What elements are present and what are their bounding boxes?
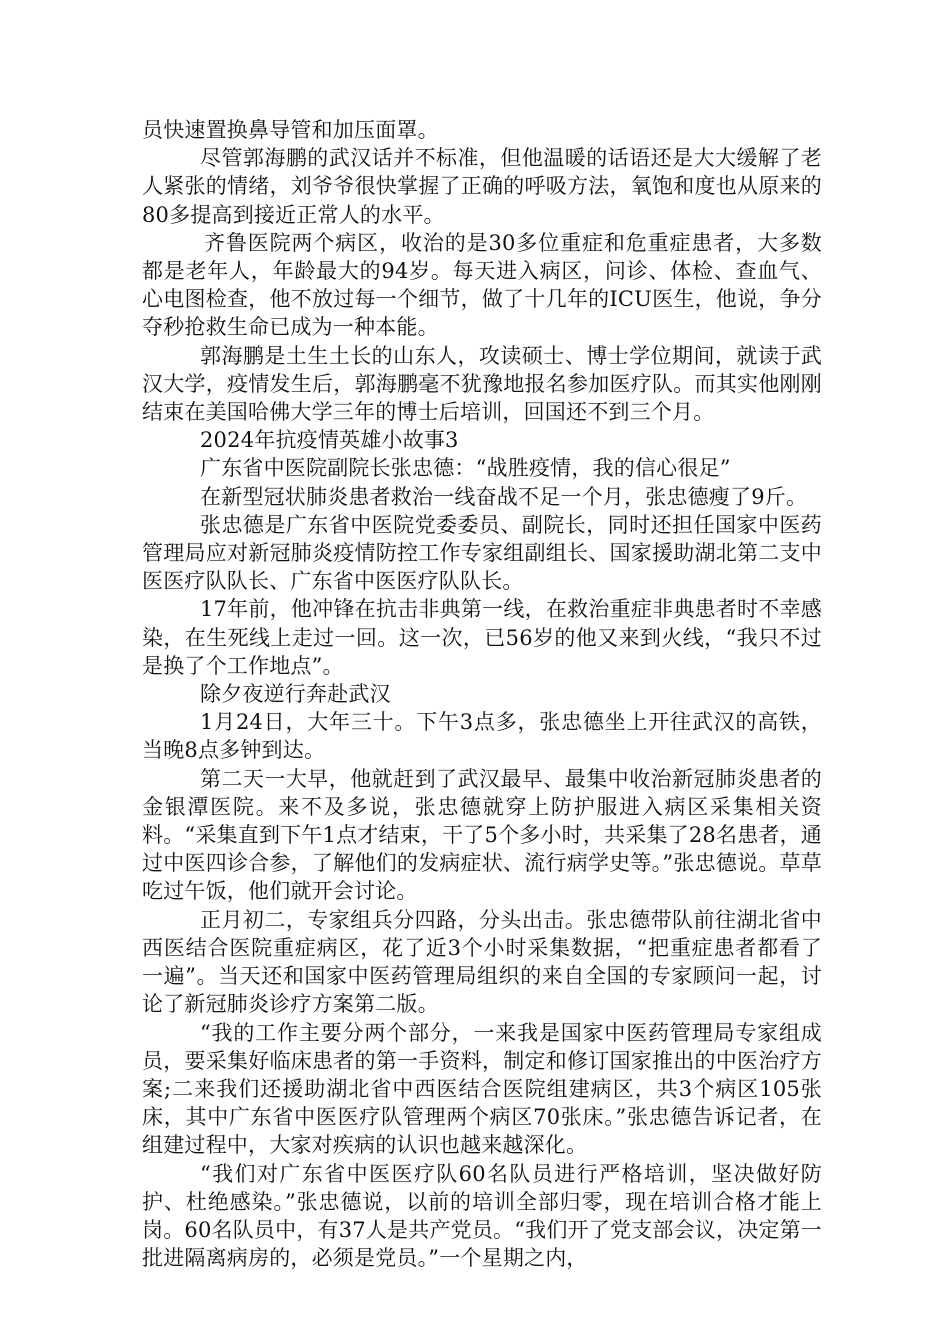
paragraph-continuation: 员快速置换鼻导管和加压面罩。 [142, 118, 439, 142]
paragraph-work-parts: “我的工作主要分两个部分，一来我是国家中医药管理局专家组成员，要采集好临床患者的第一手资料，制定和修订国家推出的中医治疗方案;二来我们还援助湖北省中西医结合医院组建病区，共3个病区105张床，其中广东省中医医疗队管理两个病区70张床。”张忠德告诉记者，在组建过程中，大家对疾病的认识也越来越深化。 [142, 1020, 822, 1158]
paragraph-training: “我们对广东省中医医疗队60名队员进行严格培训，坚决做好防护、杜绝感染。”张忠德说，以前的培训全部归零，现在培训合格才能上岗。60名队员中，有37人是共产党员。“我们开了党支部会议，决定第一批进隔离病房的，必须是党员。”一个星期之内， [142, 1161, 822, 1271]
paragraph-guo-background: 郭海鹏是土生土长的山东人，攻读硕士、博士学位期间，就读于武汉大学，疫情发生后，郭海鹏毫不犹豫地报名参加医疗队。而其实他刚刚结束在美国哈佛大学三年的博士后培训，回国还不到三个月。 [142, 343, 822, 425]
paragraph-zhang-roles: 张忠德是广东省中医院党委委员、副院长，同时还担任国家中医药管理局应对新冠肺炎疫情防控工作专家组副组长、国家援助湖北第二支中医医疗队队长、广东省中医医疗队队长。 [142, 512, 822, 594]
paragraph-qilu-hospital: 齐鲁医院两个病区，收治的是30多位重症和危重症患者，大多数都是老年人，年龄最大的94岁。每天进入病区，问诊、体检、查血气、心电图检查，他不放过每一个细节，做了十几年的ICU医生，他说，争分夺秒抢救生命已成为一种本能。 [142, 230, 822, 340]
paragraph-zhang-weight: 在新型冠状肺炎患者救治一线奋战不足一个月，张忠德瘦了9斤。 [200, 484, 808, 509]
story-title: 2024年抗疫情英雄小故事3 [200, 428, 459, 453]
paragraph-departure: 1月24日，大年三十。下午3点多，张忠德坐上开往武汉的高铁，当晚8点多钟到达。 [142, 710, 822, 763]
section-heading: 除夕夜逆行奔赴武汉 [200, 682, 391, 707]
story-subtitle: 广东省中医院副院长张忠德：“战胜疫情，我的信心很足” [200, 456, 731, 481]
paragraph-guo-comfort: 尽管郭海鹏的武汉话并不标准，但他温暖的话语还是大大缓解了老人紧张的情绪，刘爷爷很快掌握了正确的呼吸方法，氧饱和度也从原来的80多提高到接近正常人的水平。 [142, 146, 822, 227]
paragraph-zhang-sars: 17年前，他冲锋在抗击非典第一线，在救治重症非典患者时不幸感染，在生死线上走过一回。这一次，已56岁的他又来到火线，“我只不过是换了个工作地点”。 [142, 597, 822, 678]
paragraph-second-day: 正月初二，专家组兵分四路，分头出击。张忠德带队前往湖北省中西医结合医院重症病区，花了近3个小时采集数据，“把重症患者都看了一遍”。当天还和国家中医药管理局组织的来自全国的专家顾问一起，讨论了新冠肺炎诊疗方案第二版。 [142, 907, 822, 1017]
document-page [142, 116, 822, 1272]
paragraph-jinyintan: 第二天一大早，他就赶到了武汉最早、最集中收治新冠肺炎患者的金银潭医院。来不及多说，张忠德就穿上防护服进入病区采集相关资料。“采集直到下午1点才结束，干了5个多小时，共采集了28名患者，通过中医四诊合参，了解他们的发病症状、流行病学史等。”张忠德说。草草吃过午饭，他们就开会讨论。 [142, 766, 822, 904]
